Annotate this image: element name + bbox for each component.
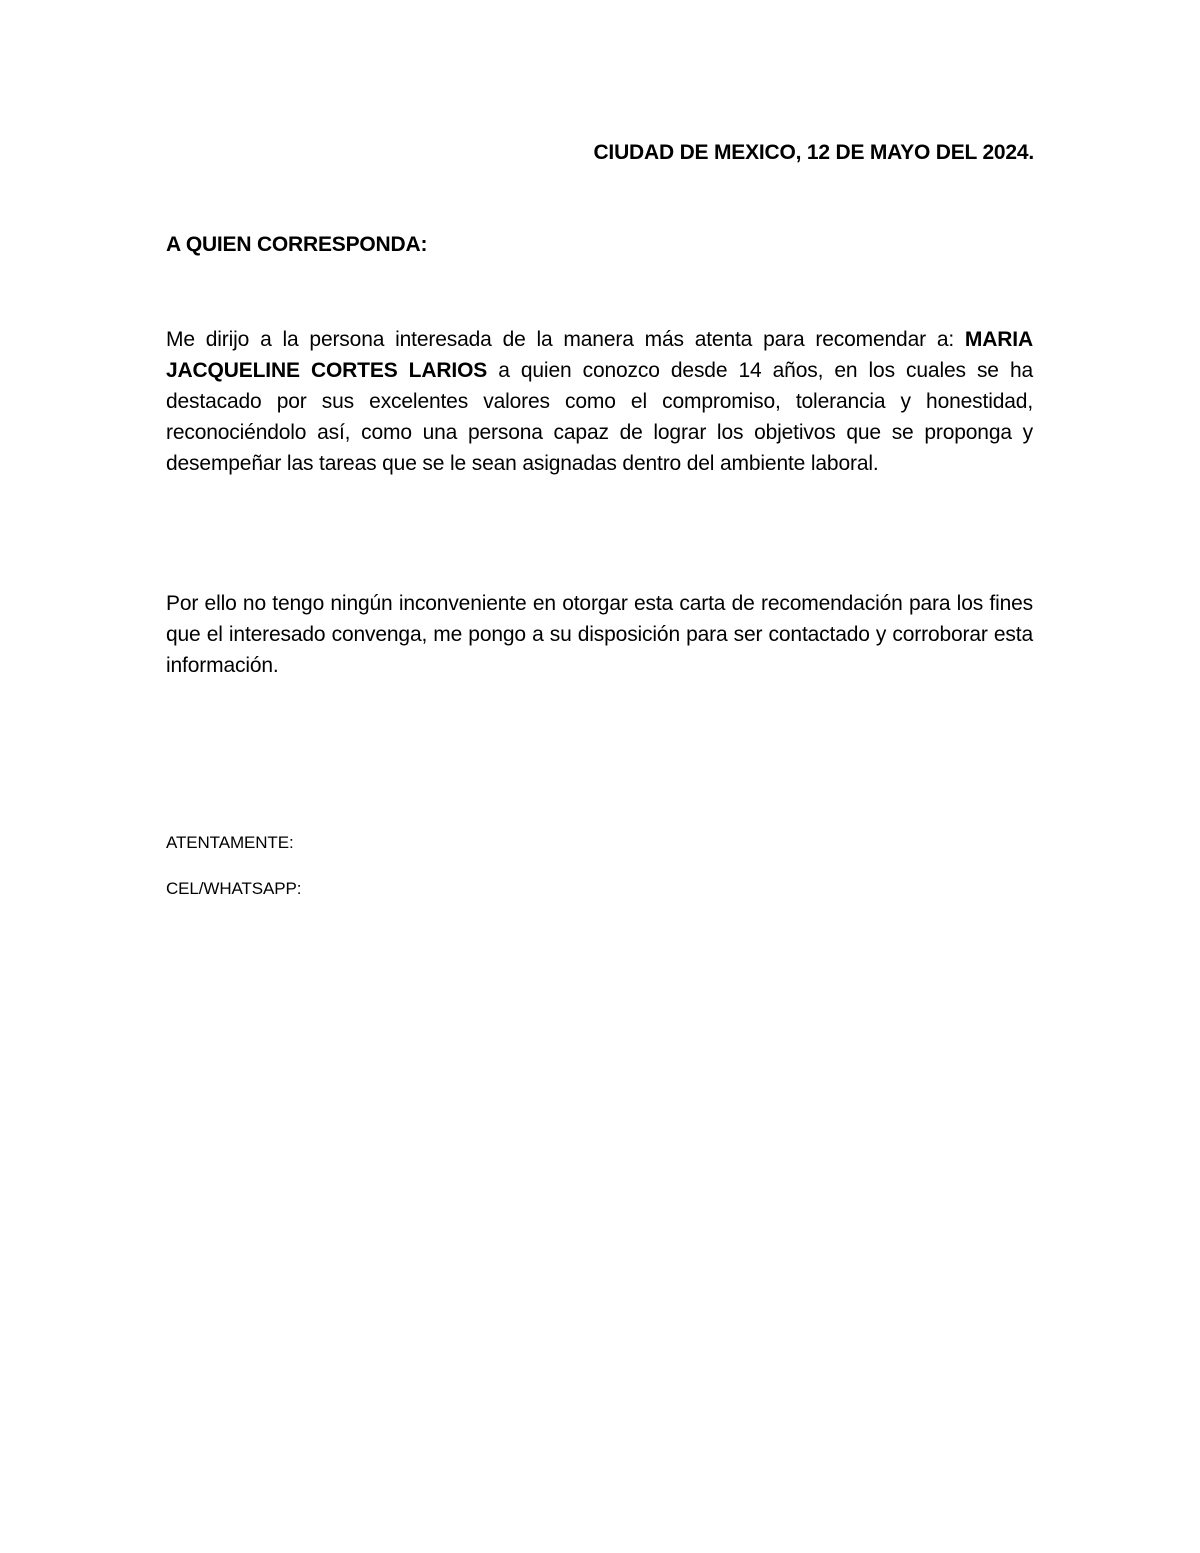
date-line: CIUDAD DE MEXICO, 12 DE MAYO DEL 2024. (593, 141, 1034, 164)
paragraph-rest: a quien conozco desde 14 años, en los cuales se ha destacado por sus excelentes valores como el compromiso, tolerancia y honestidad, reconociéndolo así, como una persona capaz de lograr los objetivos que se proponga y desempeñar las tareas que se le sean asignadas dentro del ambiente laboral. (166, 359, 1034, 475)
contact-label: CEL/WHATSAPP: (166, 879, 302, 898)
recommended-person-name: MARIA JACQUELINE CORTES LARIOS (166, 328, 1033, 382)
salutation: A QUIEN CORRESPONDA: (166, 233, 428, 256)
closing-paragraph: Por ello no tengo ningún inconveniente en otorgar esta carta de recomendación para los fines que el interesado convenga, me pongo a su disposición para ser contactado y corroborar esta información. (166, 592, 1033, 677)
closing-signoff: ATENTAMENTE: (166, 833, 294, 852)
recommendation-paragraph (166, 324, 1033, 479)
paragraph-intro: Me dirijo a la persona interesada de la manera más atenta para recomendar a: (166, 328, 965, 351)
